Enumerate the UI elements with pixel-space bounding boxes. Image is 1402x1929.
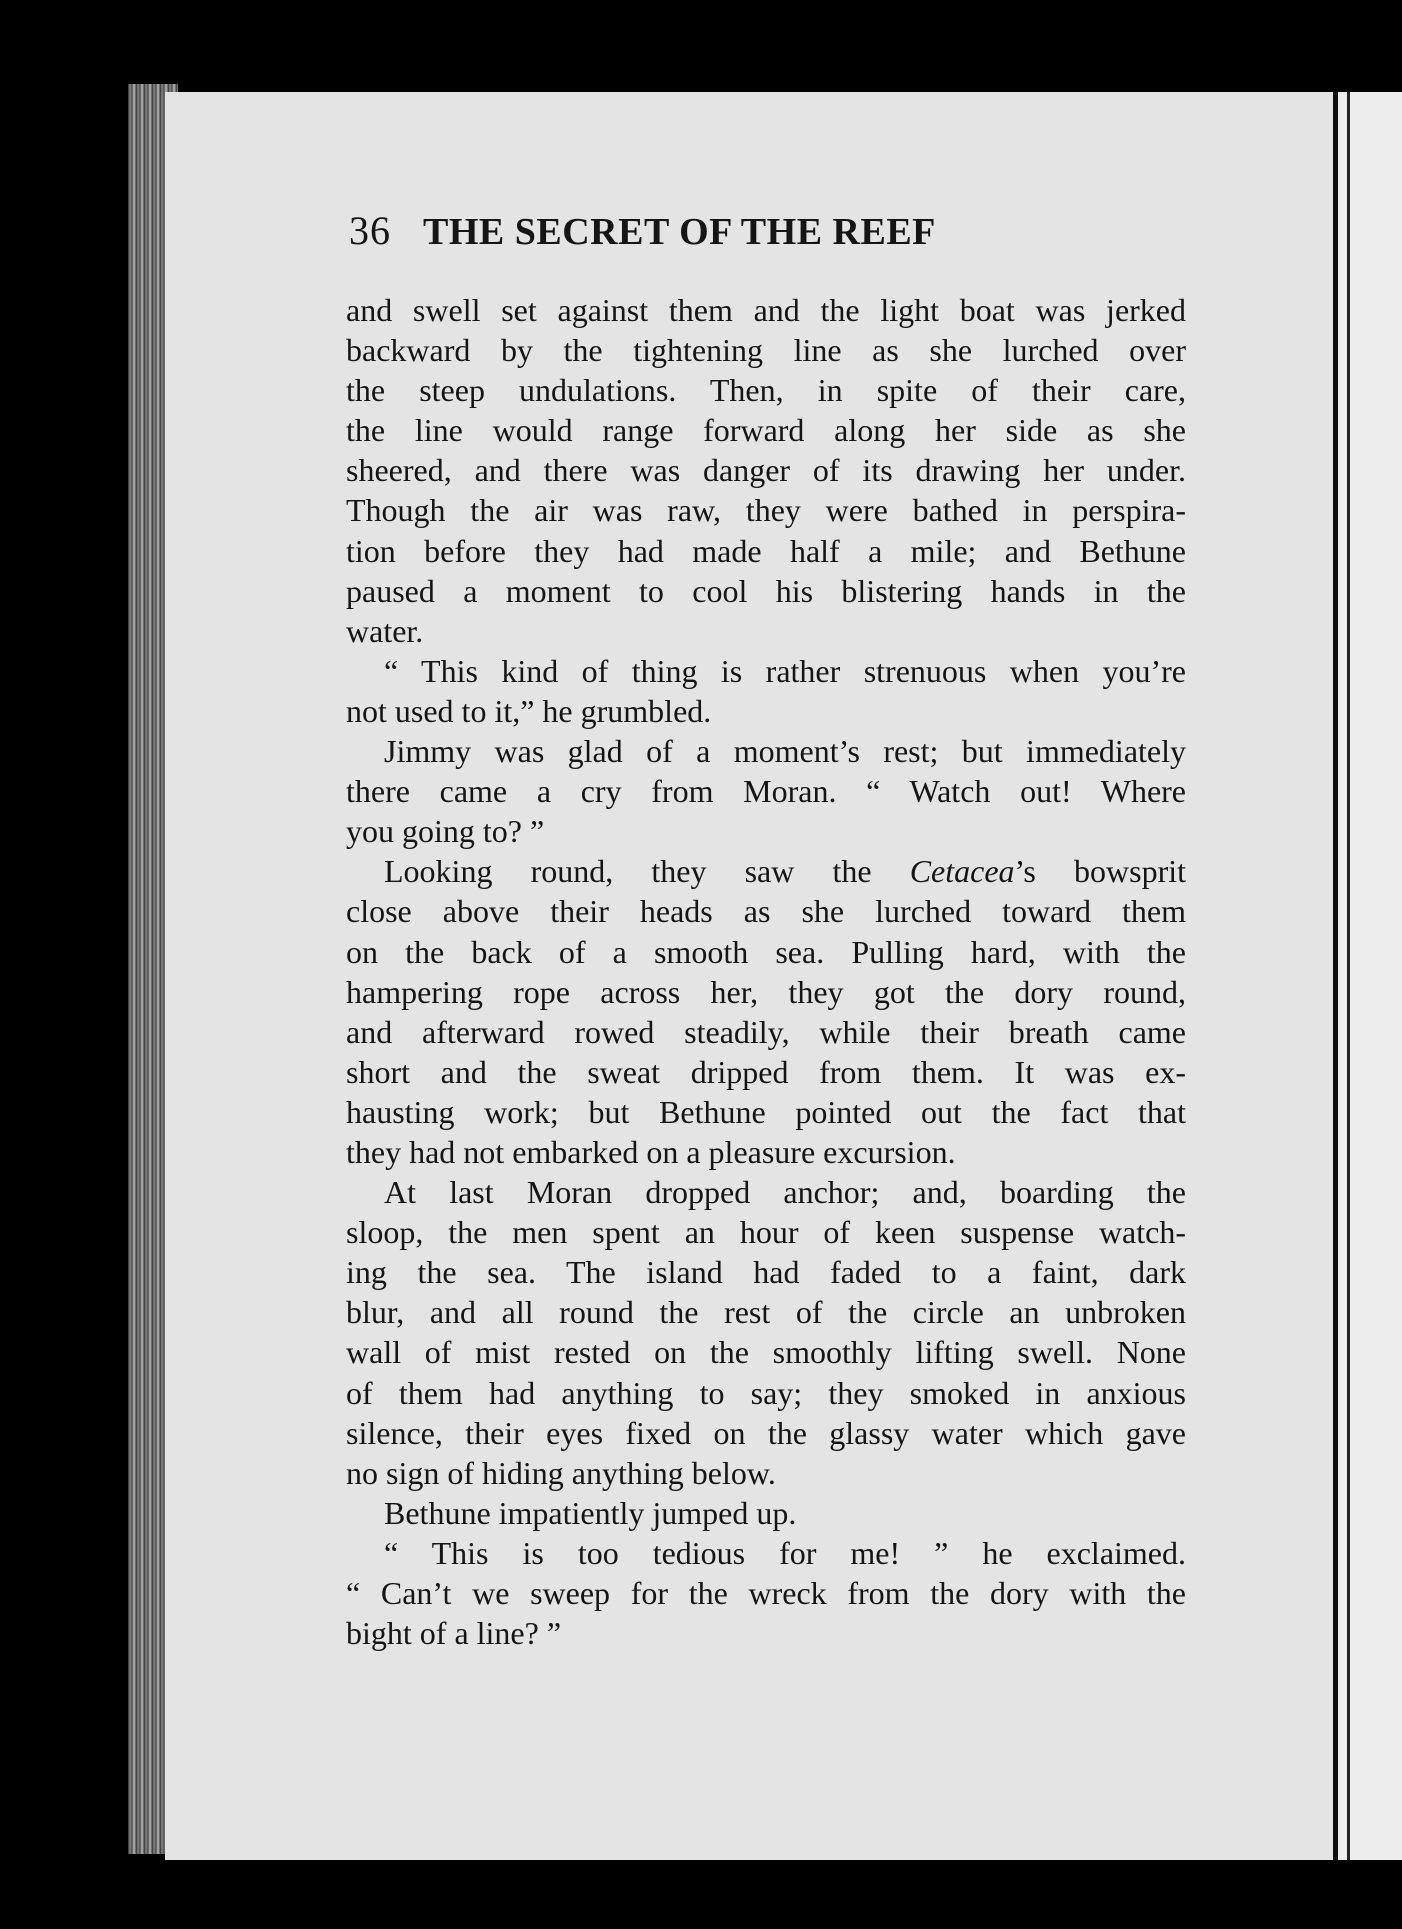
page-header <box>349 207 1179 254</box>
text-line: wall of mist rested on the smoothly lifting swell. None <box>346 1334 1186 1371</box>
text-line: “ This is too tedious for me! ” he exclaimed. <box>384 1534 1186 1571</box>
text-line: “ This kind of thing is rather strenuous when you’re <box>384 652 1186 689</box>
text-line: At last Moran dropped anchor; and, boarding the <box>384 1174 1186 1211</box>
text-line: blur, and all round the rest of the circle an unbroken <box>346 1294 1186 1331</box>
text-line: close above their heads as she lurched toward them <box>346 893 1186 930</box>
facing-page-edge-line <box>1347 92 1350 1860</box>
text-line: Bethune impatiently jumped up. <box>384 1494 797 1531</box>
text-line: no sign of hiding anything below. <box>346 1454 776 1491</box>
text-line: the line would range forward along her side as she <box>346 412 1186 449</box>
text-line: of them had anything to say; they smoked in anxious <box>346 1374 1186 1411</box>
text-line: “ Can’t we sweep for the wreck from the dory with the <box>346 1575 1186 1611</box>
text-line: sloop, the men spent an hour of keen suspense watch- <box>346 1214 1186 1251</box>
text-line: ing the sea. The island had faded to a faint, dark <box>346 1254 1186 1291</box>
text-line: Jimmy was glad of a moment’s rest; but immediately <box>384 733 1186 770</box>
text-line: sheered, and there was danger of its drawing her under. <box>346 452 1186 489</box>
text-line: Looking round, they saw the Cetacea’s bowsprit <box>384 853 1186 890</box>
text-line: water. <box>346 612 424 649</box>
text-line: you going to? ” <box>346 813 545 850</box>
text-line: paused a moment to cool his blistering hands in the <box>346 572 1186 609</box>
text-line: hampering rope across her, they got the dory round, <box>346 973 1186 1010</box>
body-text <box>346 290 1186 1653</box>
text-line: Though the air was raw, they were bathed in perspira- <box>346 492 1186 529</box>
text-line: and swell set against them and the light boat was jerked <box>346 292 1186 328</box>
text-line: and afterward rowed steadily, while their breath came <box>346 1013 1186 1050</box>
text-line: not used to it,” he grumbled. <box>346 692 712 729</box>
text-line: tion before they had made half a mile; and Bethune <box>346 532 1186 569</box>
text-line: backward by the tightening line as she lurched over <box>346 332 1186 369</box>
text-line: silence, their eyes fixed on the glassy water which gave <box>346 1414 1186 1451</box>
text-line: hausting work; but Bethune pointed out the fact that <box>346 1093 1186 1130</box>
text-line: they had not embarked on a pleasure excursion. <box>346 1133 956 1170</box>
ship-name: Cetacea <box>909 853 1015 890</box>
text-line: short and the sweat dripped from them. It was ex- <box>346 1053 1186 1090</box>
page-number: 36 <box>349 208 391 253</box>
text-line: the steep undulations. Then, in spite of their care, <box>346 372 1186 409</box>
text-line: bight of a line? ” <box>346 1615 562 1652</box>
running-title: THE SECRET OF THE REEF <box>423 211 936 253</box>
text-line: there came a cry from Moran. “ Watch out! Where <box>346 773 1186 810</box>
text-line: on the back of a smooth sea. Pulling hard, with the <box>346 933 1186 970</box>
